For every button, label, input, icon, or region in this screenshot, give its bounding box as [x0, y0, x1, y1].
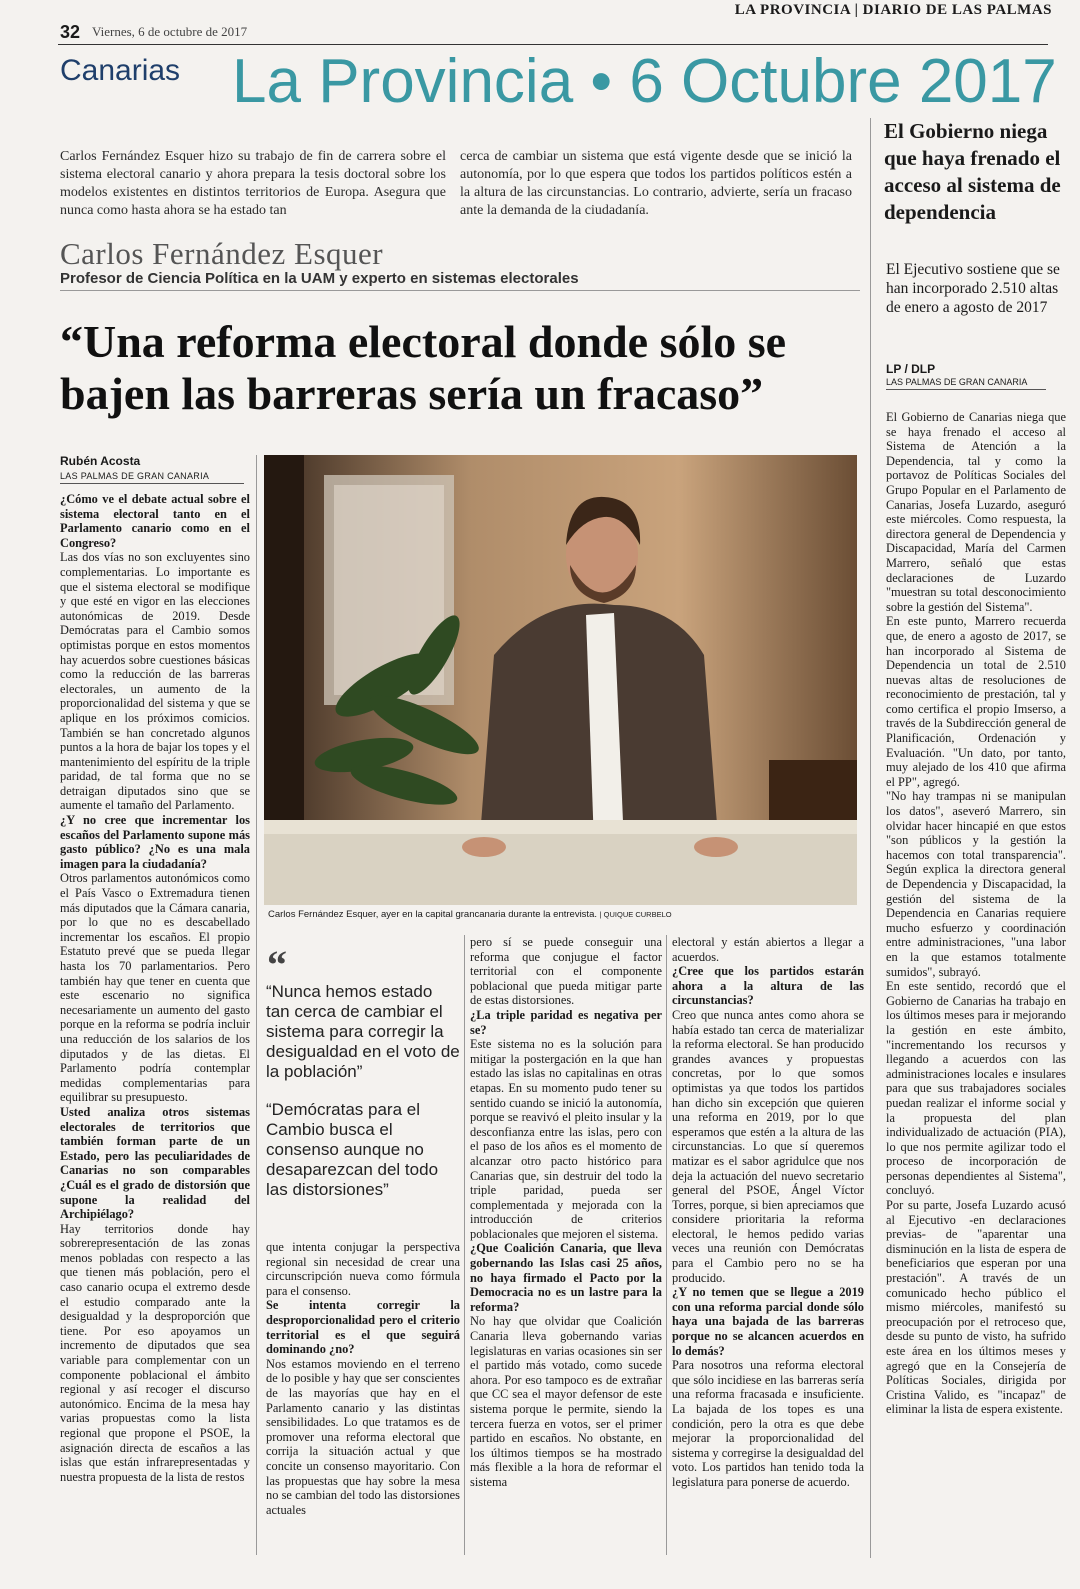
answer: Otros parlamentos autonómicos como el País Vasco o Extremadura tienen más diputados que la Cámara canaria, por lo que no es descabellado incrementar los escaños. El propio Estatuto prevé que se pueda llegar hasta los 70 parlamentarios. Pero también hay que tener en cuenta que este escenario no significa necesariamente un aumento del gasto porque en la reforma se podría incluir una reducción de los salarios de los diputados y de las dietas. El Parlamento podría contemplar medidas complementarias para equilibrar su presupuesto.	[60, 871, 250, 1105]
article-column-2	[266, 1240, 460, 1540]
sidebar-dateline: LAS PALMAS DE GRAN CANARIA	[886, 377, 1046, 390]
interviewee-title: Profesor de Ciencia Política en la UAM y experto en sistemas electorales	[60, 270, 860, 291]
masthead: LA PROVINCIA | DIARIO DE LAS PALMAS	[734, 2, 1052, 18]
quote-mark-icon: “	[267, 942, 287, 987]
answer: Creo que nunca antes como ahora se había estado tan cerca de materializar la reforma electoral. Se han producido grandes avances y propuestas concretas, por lo que somos optimistas ya que todos los partidos han dicho sin excepción que quieren una reforma en 2019, por lo que esperamos que estén a la altura de las circunstancias. Lo que sí queremos matizar es el sabor agridulce que nos deja la actuación del nuevo secretario general del PSOE, Ángel Víctor Torres, porque, si bien apreciamos que considere prioritaria la reforma electoral, le hemos pedido varias veces una reunión con Demócratas para el Cambio pero no se ha producido.	[672, 1007, 864, 1285]
question: ¿La triple paridad es negativa per se?	[470, 1007, 662, 1037]
answer: Para nosotros una reforma electoral que sólo incidiese en las barreras sería una reforma fracasada e insuficiente. La bajada de los topes es una condición, pero la otra es que debe mejorar la proporcionalidad del sistema y corregirse la desigualdad del voto. Los partidos han tenido toda la legislatura para ponerse de acuerdo.	[672, 1358, 864, 1489]
dateline: LAS PALMAS DE GRAN CANARIA	[60, 471, 244, 484]
column-divider	[666, 935, 667, 1555]
article-column-1	[60, 492, 250, 1562]
answer: Nos estamos moviendo en el terreno de lo posible y hay que ser conscientes de las mayorías que hay en el Parlamento canario y las distintas sensibilidades. Lo que tratamos es de promover una reforma electoral que corrija la situación actual y que concite un consenso mayoritario. Con las propuestas que hay sobre la mesa no se cambian del todo las distorsiones actuales	[266, 1356, 460, 1517]
intro-col-2: cerca de cambiar un sistema que está vigente desde que se inició la autonomía, por lo que espera que todos los partidos políticos estén a la altura de las circunstancias. Lo contrario, advierte, sería un fracaso ante la demanda de la ciudadanía.	[460, 149, 852, 218]
column-divider	[464, 935, 465, 1555]
sidebar-paragraph: El Gobierno de Canarias niega que se haya frenado el acceso al Sistema de Atención a la Dependencia, tal y como la portavoz de Políticas Sociales del Grupo Popular en el Parlamento de Canarias, Josefa Luzardo, aseguró este miércoles. Como respuesta, la directora general de Dependencia y Discapacidad, María del Carmen Marrero, señaló que estas declaraciones de Luzardo "muestran su total desconocimiento sobre la gestión del Sistema".	[886, 410, 1066, 614]
sidebar-headline: El Gobierno niega que haya frenado el acceso al sistema de dependencia	[884, 119, 1061, 224]
question: ¿Que Coalición Canaria, que lleva gobernando las Islas casi 25 años, no haya firmado el Pacto por la Democracia no es un lastre para la reforma?	[470, 1241, 662, 1314]
caption-text: Carlos Fernández Esquer, ayer en la capital grancanaria durante la entrevista.	[268, 909, 597, 920]
photo-credit: | QUIQUE CURBELO	[599, 910, 672, 919]
sidebar-divider	[870, 118, 871, 1558]
interview-photo	[264, 455, 857, 905]
photo-caption	[268, 909, 672, 920]
publication-date: Viernes, 6 de octubre de 2017	[92, 24, 248, 39]
sidebar-subhead: El Ejecutivo sostiene que se han incorporado 2.510 altas de enero a agosto de 2017	[886, 261, 1060, 316]
article-column-4	[672, 935, 864, 1545]
interviewee-name: Carlos Fernández Esquer	[60, 236, 384, 271]
pull-quote-2: “Demócratas para el Cambio busca el consenso aunque no desaparezcan del todo las distorsiones”	[266, 1100, 439, 1199]
sidebar-paragraph: "No hay trampas ni se manipulan los datos", aseveró Marrero, sin olvidar hacer hincapié en que estos "son públicos y la gestión la hacemos con total transparencia". Según explica la directora general de Dependencia y Discapacidad, la gestión del sistema de la Dependencia en Canarias requiere mucho esfuerzo y coordinación entre administraciones, "una labor en la que estamos totalmente sumidos", subrayó.	[886, 789, 1066, 979]
section-title: Canarias	[60, 54, 181, 87]
sidebar-paragraph: En este punto, Marrero recuerda que, de enero a agosto de 2017, se han incorporado al Sistema de Dependencia un total de 2.510 nuevas altas de resoluciones de reconocimiento de prestación, tal y como certifica el propio Imserso, a través de la Subdirección general de Planificación, Ordenación y Evaluación. "Un dato, por tanto, muy alejado de los 410 que afirma el PP", agregó.	[886, 614, 1066, 789]
pull-quote-1: “Nunca hemos estado tan cerca de cambiar el sistema para corregir la desigualdad en el voto de la población”	[266, 982, 460, 1081]
question: ¿Y no temen que se llegue a 2019 con una reforma parcial donde sólo haya una bajada de las barreras porque no se alcancen acuerdos en lo demás?	[672, 1285, 864, 1358]
overlay-title: La Provincia • 6 Octubre 2017	[232, 47, 1057, 116]
header-rule	[58, 44, 1048, 45]
sidebar-paragraph: Por su parte, Josefa Luzardo acusó al Ejecutivo -en declaraciones previas- de "aparentar una disminución en la lista de espera de beneficiarios que esperan por una prestación". A través de un comunicado hecho público el mismo miércoles, manifestó su preocupación por el retroceso que, desde su punto de visto, ha sufrido este área en los últimos meses y agregó que en la Consejería de Políticas Sociales, dirigida por Cristina Valido, es "incapaz" de eliminar la lista de espera existente.	[886, 1198, 1066, 1417]
column-divider	[256, 455, 257, 1555]
question: ¿Y no cree que incrementar los escaños del Parlamento supone más gasto público? ¿No es una mala imagen para la ciudadanía?	[60, 813, 250, 871]
answer: pero sí se puede conseguir una reforma que conjugue el factor territorial con el componente poblacional que pueda mitigar parte de estas distorsiones.	[470, 935, 662, 1008]
sidebar-paragraph: En este sentido, recordó que el Gobierno de Canarias ha trabajo en los últimos meses para ir mejorando la gestión en este ámbito, "incrementando los recursos y llegando a acuerdos con las administraciones locales e insulares para que sus trabajadores sociales puedan realizar el informe social y la propuesta del plan individualizado de actuación (PIA), lo que nos permite agilizar todo el proceso de incorporación de personas dependientes al Sistema", concluyó.	[886, 979, 1066, 1198]
question: Se intenta corregir la desproporcionalidad pero el criterio territorial es el que seguirá dominando ¿no?	[266, 1298, 460, 1357]
answer: No hay que olvidar que Coalición Canaria lleva gobernando varias legislaturas en varias ocasiones sin ser el partido más votado, como sucede ahora. Por eso tampoco es de extrañar que CC sea el mayor defensor de este sistema porque le permite, siendo la tercera fuerza en votos, ser el primer partido en escaños. No obstante, en los últimos tiempos se ha mostrado más flexible a la hora de reformar el sistema	[470, 1314, 662, 1489]
headline: “Una reforma electoral donde sólo se bajen las barreras sería un fracaso”	[60, 316, 787, 419]
question: Usted analiza otros sistemas electorales de territorios que también forman parte de un Estado, pero las peculiaridades de Canarias no son comparables ¿Cuál es el grado de distorsión que supone la realidad del Archipiélago?	[60, 1104, 250, 1222]
intro-col-1: Carlos Fernández Esquer hizo su trabajo de fin de carrera sobre el sistema electoral canario y ahora prepara la tesis doctoral sobre los modelos existentes en distintos territorios de Europa. Asegura que nunca como hasta ahora se ha estado tan	[60, 149, 446, 218]
answer: Hay territorios donde hay sobrerepresentación de las zonas menos pobladas con respecto a las que tienen más población, pero el caso canario ocupa el extremo desde el estudio comparado ante la desigualdad y la desproporción que tiene. Por eso apoyamos un incremento de diputados que sea variable para complementar con un componente poblacional el ámbito regional y así recoger el discurso autonómico. Encima de la mesa hay varias propuestas como la lista regional que propone el PSOE, la asignación directa de escaños a las islas que están infrarepresentadas y nuestra propuesta de la lista de restos	[60, 1221, 250, 1484]
question: ¿Cree que los partidos estarán ahora a la altura de las circunstancias?	[672, 964, 864, 1008]
sidebar-body	[886, 410, 1066, 1550]
article-column-3	[470, 935, 662, 1545]
answer: electoral y están abiertos a llegar a acuerdos.	[672, 935, 864, 964]
sidebar-byline: LP / DLP	[886, 362, 936, 376]
byline: Rubén Acosta	[60, 454, 141, 468]
answer: Este sistema no es la solución para mitigar la postergación en la que han estado las islas no capitalinas en otras etapas. En su momento pudo tener su sentido cuando se inició la autonomía, porque se reavivó el pleito insular y la desconfianza entre las islas, pero con el paso de los años es el momento de alcanzar otro pacto histórico para Canarias que, sin destruir del todo la triple paridad, pueda ser complementada y mejorada con la introducción de criterios poblacionales que mejoren el sistema.	[470, 1037, 662, 1241]
page-number: 32	[60, 22, 81, 42]
answer: que intenta conjugar la perspectiva regional sin necesidad de crear una circunscripción nueva como fórmula para el consenso.	[266, 1240, 460, 1298]
answer: Las dos vías no son excluyentes sino complementarias. Lo importante es que el sistema electoral se modifique y que esté en vigor en las elecciones autonómicas de 2019. Desde Demócratas para el Cambio somos optimistas porque en estos momentos hay acuerdos sobre cuestiones básicas como la reducción de las barreras electorales, un aumento de la proporcionalidad del sistema y que se aplique en los próximos comicios. También se han concretado algunos puntos a la hora de bajar los topes y el mantenimiento del espíritu de la triple paridad, de tal forma que no se detraigan diputados sino que se aumente el tamaño del Parlamento.	[60, 550, 250, 813]
question: ¿Cómo ve el debate actual sobre el sistema electoral tanto en el Parlamento canario como en el Congreso?	[60, 492, 250, 550]
